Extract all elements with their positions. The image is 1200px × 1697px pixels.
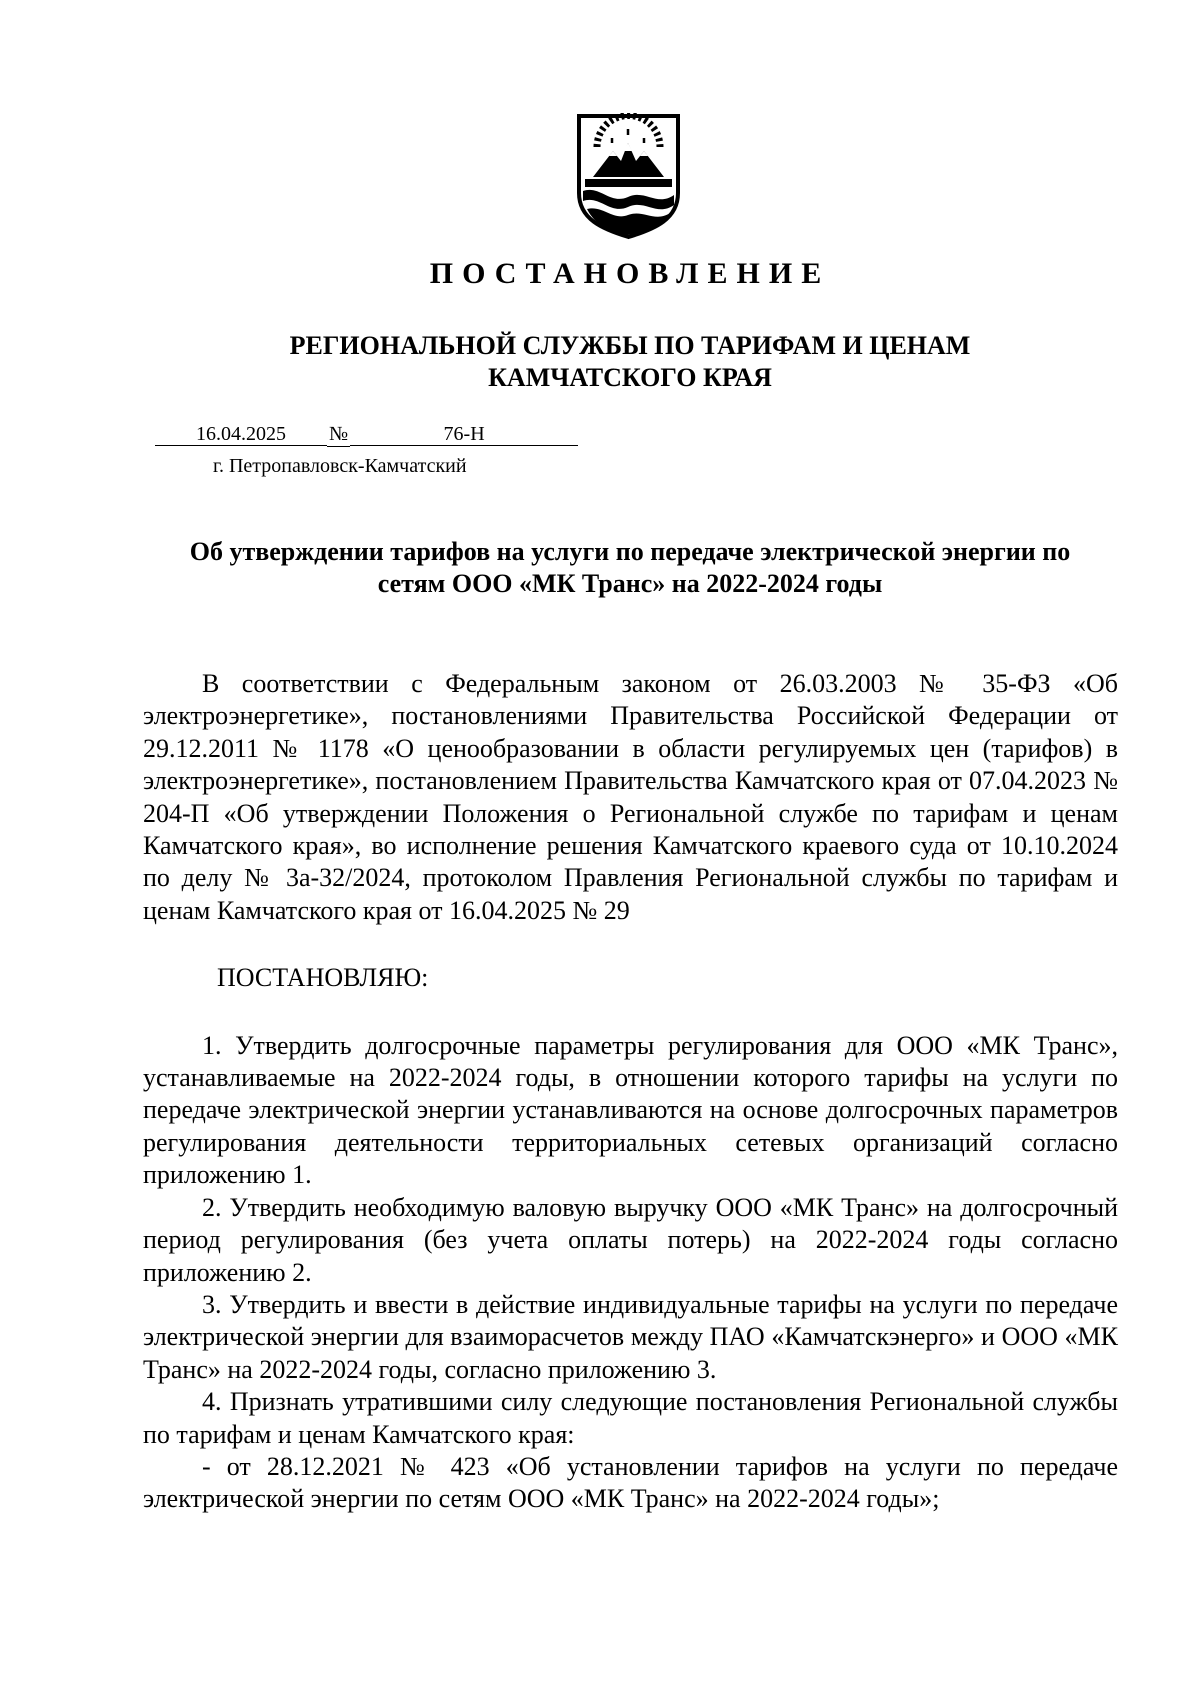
clause-paragraph: 2. Утвердить необходимую валовую выручку ООО «МК Транс» на долгосрочный период регулирования (без учета оплаты потерь) на 2022-2024 годы согласно приложению 2. [143, 1192, 1118, 1287]
clause-paragraph: 1. Утвердить долгосрочные параметры регулирования для ООО «МК Транс», устанавливаемые на 2022-2024 годы, в отношении которого тарифы на услуги по передаче электрической энергии устанавливаются на основе долгосрочных параметров регулирования деятельности территориальных сетевых организаций согласно приложению 1. [143, 1030, 1118, 1190]
agency-line-1: РЕГИОНАЛЬНОЙ СЛУЖБЫ ПО ТАРИФАМ И ЦЕНАМ [289, 331, 971, 360]
issuing-agency [0, 330, 1200, 394]
document-date: 16.04.2025 [155, 423, 327, 446]
coat-of-arms-emblem [575, 113, 682, 240]
document-type-heading: ПОСТАНОВЛЕНИЕ [429, 257, 831, 290]
preamble-paragraph: В соответствии с Федеральным законом от 26.03.2003 № 35-ФЗ «Об электроэнергетике», постановлениями Правительства Российской Федерации от 29.12.2011 № 1178 «О ценообразовании в области регулируемых цен (тарифов) в электроэнергетике», постановлением Правительства Камчатского края от 07.04.2023 № 204-П «Об утверждении Положения о Региональной службе по тарифам и ценам Камчатского края», во исполнение решения Камчатского краевого суда от 10.10.2024 по делу № 3а-32/2024, протоколом Правления Региональной службы по тарифам и ценам Камчатского края от 16.04.2025 № 29 [143, 669, 1118, 925]
document-title [140, 536, 1120, 600]
document-number: 76-Н [350, 423, 578, 446]
clause-paragraph: 4. Признать утратившими силу следующие постановления Региональной службы по тарифам и ценам Камчатского края: [143, 1387, 1118, 1449]
title-line-1: Об утверждении тарифов на услуги по передаче электрической энергии по [189, 537, 1071, 566]
clause-paragraph: 3. Утвердить и ввести в действие индивидуальные тарифы на услуги по передаче электрической энергии для взаиморасчетов между ПАО «Камчатскэнерго» и ООО «МК Транс» на 2022-2024 годы, согласно приложению 3. [143, 1289, 1118, 1384]
date-number-line [155, 422, 578, 447]
clause-paragraph: - от 28.12.2021 № 423 «Об установлении тарифов на услуги по передаче электрической энергии по сетям ООО «МК Транс» на 2022-2024 годы»; [143, 1451, 1118, 1514]
number-sign: № [329, 423, 349, 445]
agency-line-2: КАМЧАТСКОГО КРАЯ [488, 363, 772, 392]
title-line-2: сетям ООО «МК Транс» на 2022-2024 годы [377, 569, 883, 598]
document-body [143, 668, 1118, 1516]
resolve-heading: ПОСТАНОВЛЯЮ: [217, 963, 429, 993]
document-city: г. Петропавловск-Камчатский [213, 455, 467, 477]
